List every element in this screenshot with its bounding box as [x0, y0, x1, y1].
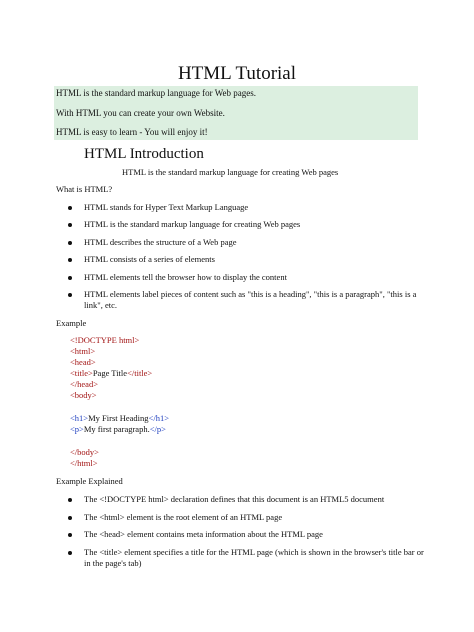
- bullet-icon: [68, 223, 72, 227]
- list-item: HTML is the standard markup language for creating Web pages: [84, 219, 430, 230]
- list-item: HTML stands for Hyper Text Markup Language: [84, 202, 430, 213]
- bullet-icon: [68, 293, 72, 297]
- bullet-icon: [68, 258, 72, 262]
- bullet-icon: [68, 241, 72, 245]
- bullet-icon: [68, 276, 72, 280]
- list-item: The <!DOCTYPE html> declaration defines that this document is an HTML5 document: [84, 494, 430, 505]
- list-item: The <head> element contains meta information about the HTML page: [84, 529, 430, 540]
- list-item: The <html> element is the root element of an HTML page: [84, 512, 430, 523]
- bullet-icon: [68, 206, 72, 210]
- list-item: HTML elements tell the browser how to display the content: [84, 272, 430, 283]
- code-line-body-open: <body>: [70, 390, 97, 400]
- section-heading-introduction: HTML Introduction: [84, 146, 204, 162]
- example-explained-label: Example Explained: [56, 476, 123, 486]
- list-item: HTML describes the structure of a Web page: [84, 237, 430, 248]
- code-line-h1: <h1>My First Heading</h1>: [70, 413, 169, 423]
- note-line-2: With HTML you can create your own Website.: [56, 108, 225, 118]
- bullet-icon: [68, 533, 72, 537]
- bullet-icon: [68, 516, 72, 520]
- code-line-doctype: <!DOCTYPE html>: [70, 335, 140, 345]
- code-line-body-close: </body>: [70, 447, 99, 457]
- section-subtitle: HTML is the standard markup language for creating Web pages: [122, 167, 339, 177]
- page-title: HTML Tutorial: [177, 63, 297, 84]
- code-line-head-open: <head>: [70, 357, 96, 367]
- note-line-1: HTML is the standard markup language for Web pages.: [56, 88, 256, 98]
- code-line-html-close: </html>: [70, 458, 98, 468]
- list-item: HTML consists of a series of elements: [84, 254, 430, 265]
- list-item: The <title> element specifies a title for the HTML page (which is shown in the browser's title bar or in the page's tab): [84, 547, 430, 569]
- code-line-title: <title>Page Title</title>: [70, 368, 153, 378]
- note-line-3: HTML is easy to learn - You will enjoy it!: [56, 127, 208, 137]
- list-item: HTML elements label pieces of content such as "this is a heading", "this is a paragraph", "this is a link", etc.: [84, 289, 430, 311]
- code-line-head-close: </head>: [70, 379, 98, 389]
- intro-note-box: [54, 86, 418, 140]
- bullet-icon: [68, 551, 72, 555]
- code-line-html-open: <html>: [70, 346, 96, 356]
- example-label: Example: [56, 318, 87, 328]
- bullet-icon: [68, 498, 72, 502]
- code-line-p: <p>My first paragraph.</p>: [70, 424, 166, 434]
- what-is-html-label: What is HTML?: [56, 184, 113, 194]
